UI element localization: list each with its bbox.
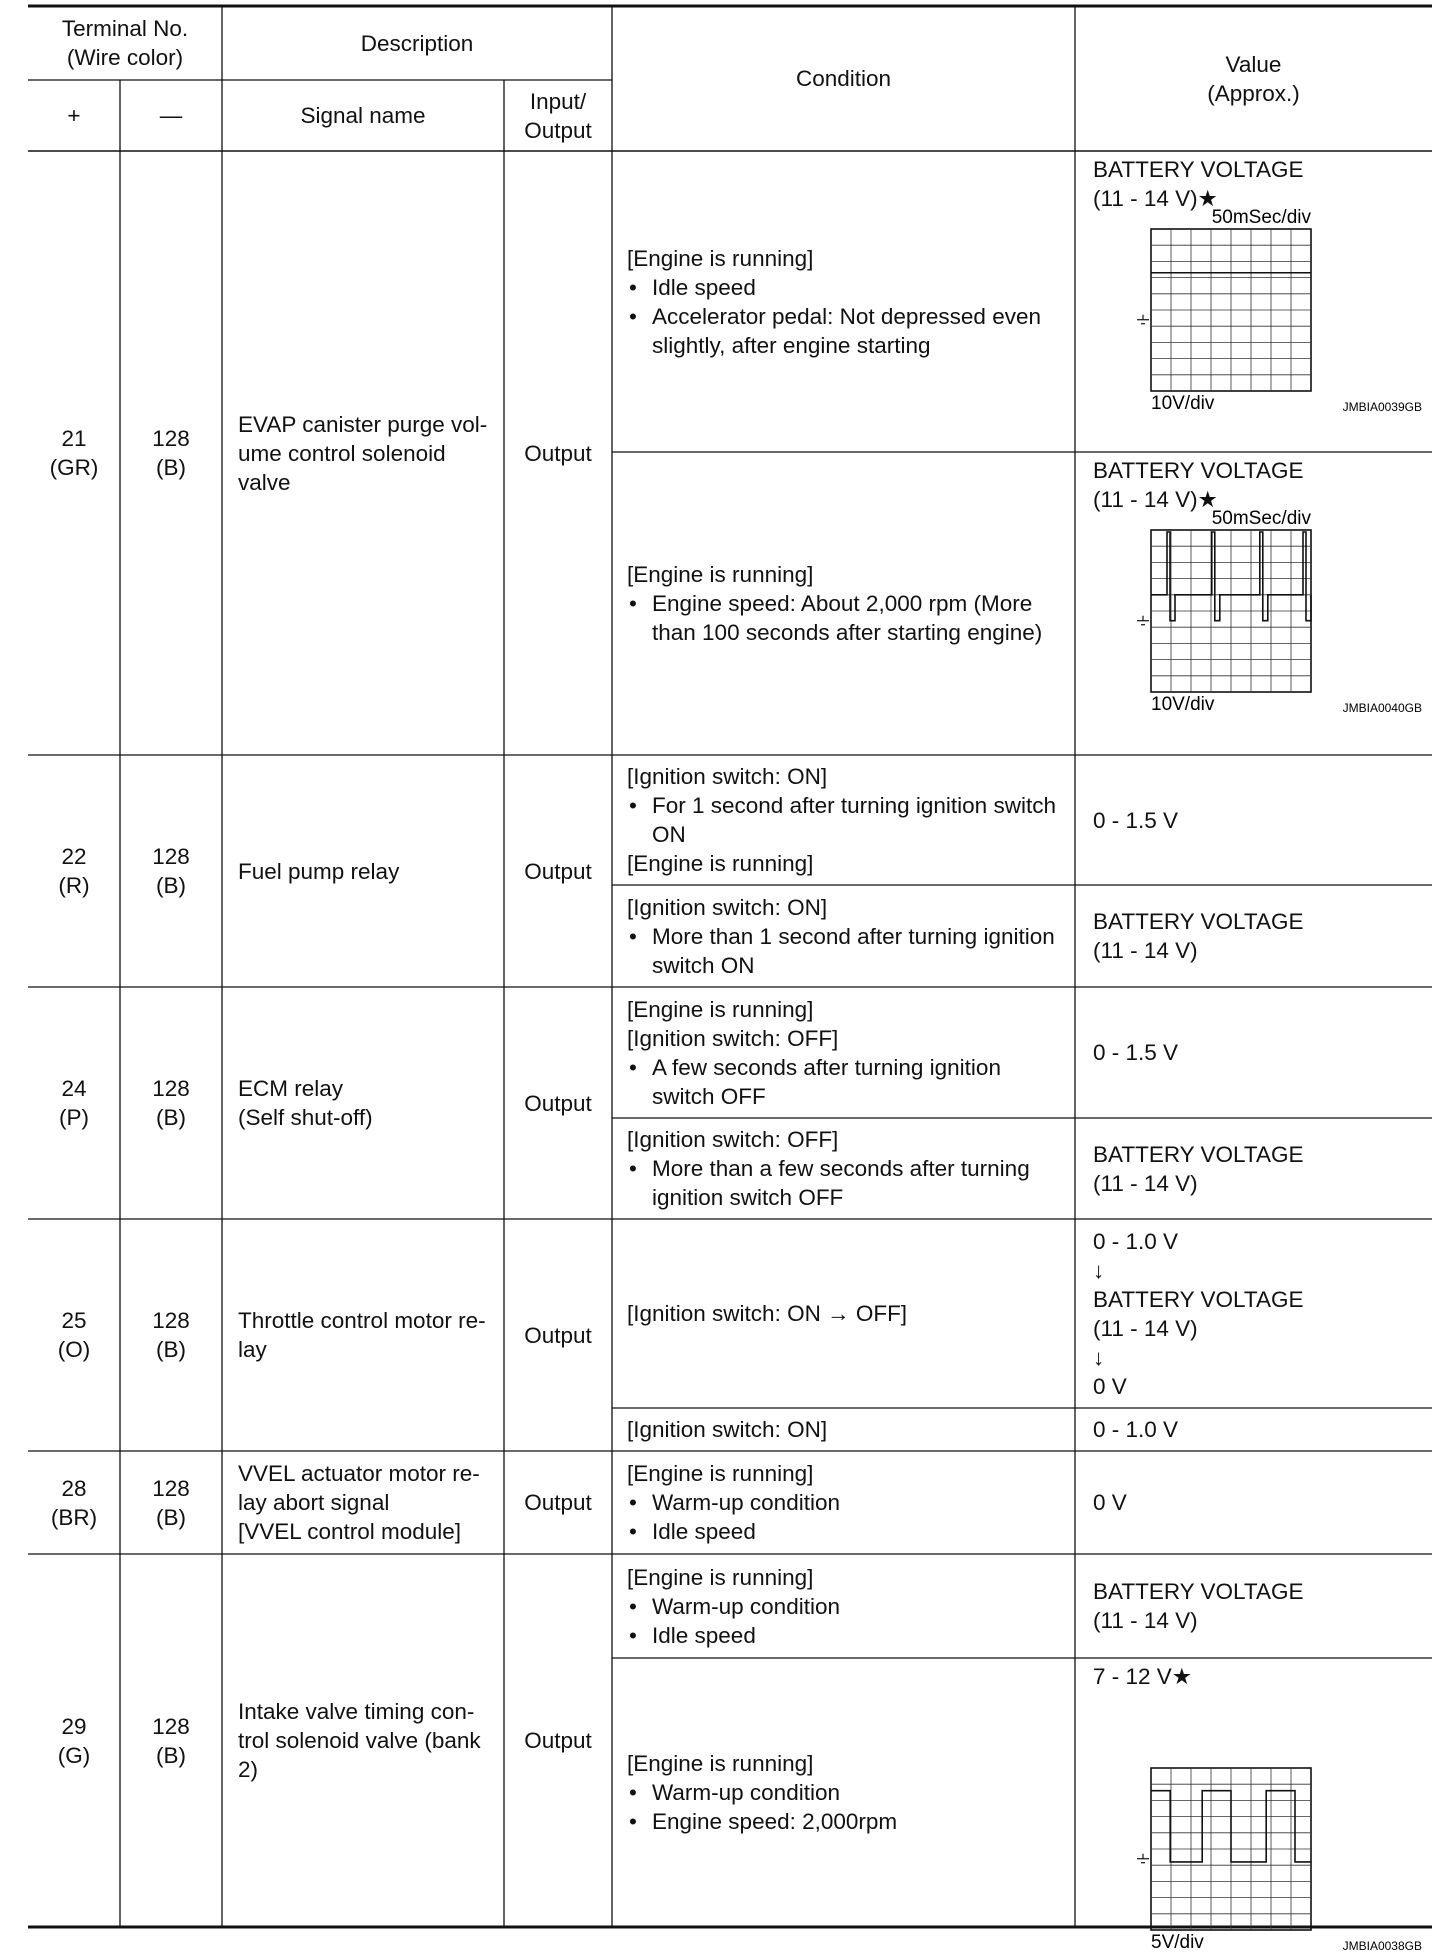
header-signal-label: Signal name [300, 103, 426, 128]
terminal-minus [120, 1074, 222, 1132]
condition-bullet [627, 302, 1068, 360]
scope-vdiv: 10V/div [1151, 393, 1215, 414]
scope-timebase: 50mSec/div [1211, 207, 1311, 228]
scope-vdiv: 10V/div [1151, 694, 1215, 715]
condition-line: [Engine is running] [627, 997, 814, 1022]
condition-bullet [627, 1807, 1068, 1836]
condition-bullets [627, 791, 1068, 849]
value-line: BATTERY VOLTAGE [1093, 458, 1304, 483]
value-line: (11 - 14 V) [1093, 1316, 1198, 1341]
signal-name-line: 2) [238, 1757, 259, 1782]
condition-bullet [627, 922, 1068, 980]
condition [627, 893, 1068, 980]
signal-name [238, 1074, 498, 1132]
io-label: Output [524, 859, 592, 884]
scope-timebase: 50mSec/div [1211, 508, 1311, 529]
condition [627, 560, 1068, 647]
condition-line: [Engine is running] [627, 1565, 814, 1590]
condition-bullets [627, 1488, 1068, 1546]
value-line: BATTERY VOLTAGE [1093, 1579, 1304, 1604]
signal-name [238, 1697, 498, 1784]
signal-name-line: lay abort signal [238, 1490, 390, 1515]
signal-name-line: EVAP canister purge vol- [238, 412, 488, 437]
header-io-line: Output [524, 118, 592, 143]
terminal-minus [120, 1306, 222, 1364]
condition-bullet-line: switch ON [652, 953, 755, 978]
terminal-minus-line: 128 [152, 844, 190, 869]
io-label: Output [524, 1490, 592, 1515]
terminal-plus [28, 1474, 120, 1532]
condition-bullet-line: • Warm-up condition [652, 1594, 840, 1619]
value [1093, 1227, 1428, 1401]
input-output [504, 857, 612, 886]
terminal-plus-line: 25 [61, 1308, 87, 1333]
value-line: BATTERY VOLTAGE [1093, 1287, 1304, 1312]
condition-line: [Engine is running] [627, 1461, 814, 1486]
signal-name-line: [VVEL control module] [238, 1519, 462, 1544]
condition-bullets [627, 1592, 1068, 1650]
terminal-plus [28, 424, 120, 482]
input-output [504, 1321, 612, 1350]
io-label: Output [524, 1323, 592, 1348]
condition-bullet [627, 1778, 1068, 1807]
condition-line: [Engine is running] [627, 851, 814, 876]
value-line: BATTERY VOLTAGE [1093, 1142, 1304, 1167]
terminal-plus-line: (O) [57, 1337, 91, 1362]
terminal-minus [120, 842, 222, 900]
oscilloscope-waveform [1081, 207, 1426, 415]
terminal-plus-line: 28 [61, 1476, 87, 1501]
condition-bullet-line: than 100 seconds after starting engine) [652, 620, 1043, 645]
header-description [222, 29, 612, 58]
header-terminal-line: (Wire color) [66, 45, 184, 70]
value-line: 0 - 1.0 V [1093, 1229, 1179, 1254]
signal-name-line: (Self shut-off) [238, 1105, 373, 1130]
condition-bullet [627, 1592, 1068, 1621]
terminal-minus-line: (B) [156, 873, 186, 898]
value-line: BATTERY VOLTAGE [1093, 909, 1304, 934]
input-output [504, 439, 612, 468]
value-line: 0 - 1.5 V [1093, 808, 1179, 833]
condition [627, 1415, 1068, 1444]
value [1093, 155, 1428, 213]
signal-name-line: valve [238, 470, 291, 495]
condition-line: [Ignition switch: OFF] [627, 1127, 839, 1152]
signal-name-line: Fuel pump relay [238, 859, 400, 884]
terminal-minus-line: (B) [156, 1105, 186, 1130]
value-line: (11 - 14 V) [1093, 938, 1198, 963]
value [1093, 1662, 1428, 1691]
terminal-plus-line: (R) [58, 873, 90, 898]
condition-line: [Ignition switch: ON] [627, 1417, 828, 1442]
condition-bullet-line: ON [652, 822, 686, 847]
input-output [504, 1089, 612, 1118]
header-terminal-no [28, 14, 222, 72]
header-value [1075, 50, 1432, 108]
condition-line: [Ignition switch: ON] [627, 895, 828, 920]
header-description-label: Description [360, 31, 474, 56]
condition-bullet-line: • For 1 second after turning ignition switch [652, 793, 1056, 818]
header-input-output [504, 87, 612, 145]
terminal-minus-line: (B) [156, 1505, 186, 1530]
terminal-minus-line: (B) [156, 1743, 186, 1768]
condition-bullet [627, 1154, 1068, 1212]
header-value-line: Value [1225, 52, 1282, 77]
terminal-plus-line: (GR) [49, 455, 99, 480]
condition-bullets [627, 922, 1068, 980]
signal-name [238, 1459, 498, 1546]
value-line: 7 - 12 V★ [1093, 1664, 1192, 1689]
condition [627, 1749, 1068, 1836]
header-value-line: (Approx.) [1207, 81, 1300, 106]
condition-bullet-line: • Idle speed [652, 1519, 756, 1544]
condition [627, 244, 1068, 360]
condition-line: [Ignition switch: ON] [627, 764, 828, 789]
signal-name [238, 857, 498, 886]
terminal-plus [28, 842, 120, 900]
figure-ref: JMBIA0038GB [1342, 1939, 1422, 1953]
terminal-minus [120, 1712, 222, 1770]
terminal-minus-line: 128 [152, 1476, 190, 1501]
condition-line: [Engine is running] [627, 562, 814, 587]
oscilloscope-waveform [1081, 1746, 1426, 1954]
value-line: 0 - 1.0 V [1093, 1417, 1179, 1442]
scope-trace [1151, 1791, 1311, 1862]
header-io-line: Input/ [529, 89, 587, 114]
condition-bullet [627, 1053, 1068, 1111]
condition [627, 762, 1068, 878]
condition-bullets [627, 273, 1068, 360]
terminal-minus [120, 424, 222, 482]
value-line: 0 V [1093, 1374, 1127, 1399]
value-line: 0 - 1.5 V [1093, 1040, 1179, 1065]
terminal-plus-line: 21 [61, 426, 87, 451]
value [1093, 806, 1428, 835]
signal-name-line: Throttle control motor re- [238, 1308, 486, 1333]
condition-bullet-line: ignition switch OFF [652, 1185, 844, 1210]
condition-bullets [627, 589, 1068, 647]
terminal-minus-line: 128 [152, 426, 190, 451]
value [1093, 1415, 1428, 1444]
value-line: (11 - 14 V)★ [1093, 186, 1218, 211]
condition [627, 995, 1068, 1111]
condition-line: [Ignition switch: ON → OFF] [627, 1301, 908, 1326]
value [1093, 907, 1428, 965]
figure-ref: JMBIA0040GB [1342, 701, 1422, 715]
header-condition [612, 64, 1075, 93]
value-line: (11 - 14 V) [1093, 1608, 1198, 1633]
terminal-plus-line: 22 [61, 844, 87, 869]
header-terminal-line: Terminal No. [61, 16, 189, 41]
io-label: Output [524, 1091, 592, 1116]
condition-bullet-line: • Accelerator pedal: Not depressed even [652, 304, 1041, 329]
terminal-plus [28, 1306, 120, 1364]
signal-name-line: lay [238, 1337, 267, 1362]
header-condition-label: Condition [795, 66, 892, 91]
condition-bullets [627, 1154, 1068, 1212]
value [1093, 456, 1428, 514]
value-line: BATTERY VOLTAGE [1093, 157, 1304, 182]
terminal-plus [28, 1074, 120, 1132]
condition-line: [Engine is running] [627, 246, 814, 271]
condition-bullet-line: switch OFF [652, 1084, 766, 1109]
value-line: 0 V [1093, 1490, 1127, 1515]
input-output [504, 1488, 612, 1517]
condition-line: [Ignition switch: OFF] [627, 1026, 839, 1051]
condition-bullet-line: • Engine speed: 2,000rpm [652, 1809, 898, 1834]
terminal-plus [28, 1712, 120, 1770]
condition-bullet-line: • More than 1 second after turning ignition [652, 924, 1055, 949]
header-signal-name [222, 101, 504, 130]
signal-name-line: ECM relay [238, 1076, 344, 1101]
terminal-minus-line: (B) [156, 1337, 186, 1362]
value [1093, 1488, 1428, 1517]
terminal-plus-line: 29 [61, 1714, 87, 1739]
condition-bullet [627, 1488, 1068, 1517]
header-minus [120, 101, 222, 130]
terminal-minus [120, 1474, 222, 1532]
condition-bullet-line: • More than a few seconds after turning [652, 1156, 1030, 1181]
condition [627, 1299, 1068, 1328]
condition [627, 1459, 1068, 1546]
header-plus [28, 101, 120, 130]
signal-name-line: VVEL actuator motor re- [238, 1461, 480, 1486]
condition-bullet-line: • Engine speed: About 2,000 rpm (More [652, 591, 1033, 616]
condition-bullet [627, 589, 1068, 647]
terminal-plus-line: (BR) [50, 1505, 98, 1530]
value-line: (11 - 14 V)★ [1093, 487, 1218, 512]
condition-bullet [627, 1621, 1068, 1650]
terminal-minus-line: 128 [152, 1714, 190, 1739]
signal-name [238, 410, 498, 497]
signal-name [238, 1306, 498, 1364]
terminal-plus-line: 24 [61, 1076, 87, 1101]
signal-name-line: trol solenoid valve (bank [238, 1728, 481, 1753]
terminal-plus-line: (G) [57, 1743, 91, 1768]
value-line: ↓ [1093, 1258, 1105, 1283]
condition [627, 1563, 1068, 1650]
condition-line: [Engine is running] [627, 1751, 814, 1776]
oscilloscope-waveform [1081, 508, 1426, 716]
value [1093, 1140, 1428, 1198]
condition-bullet-line: • A few seconds after turning ignition [652, 1055, 1001, 1080]
signal-name-line: Intake valve timing con- [238, 1699, 475, 1724]
terminal-minus-line: (B) [156, 455, 186, 480]
signal-name-line: ume control solenoid [238, 441, 446, 466]
condition-bullet-line: • Idle speed [652, 1623, 756, 1648]
condition-bullet [627, 791, 1068, 849]
header-minus-label: — [159, 103, 183, 128]
scope-vdiv: 5V/div [1151, 1932, 1204, 1953]
condition-bullets [627, 1053, 1068, 1111]
terminal-minus-line: 128 [152, 1076, 190, 1101]
condition-bullet-line: • Idle speed [652, 275, 756, 300]
condition-bullet-line: • Warm-up condition [652, 1490, 840, 1515]
value [1093, 1038, 1428, 1067]
condition-bullets [627, 1778, 1068, 1836]
condition-bullet-line: • Warm-up condition [652, 1780, 840, 1805]
condition [627, 1125, 1068, 1212]
input-output [504, 1726, 612, 1755]
condition-bullet [627, 273, 1068, 302]
terminal-plus-line: (P) [59, 1105, 89, 1130]
figure-ref: JMBIA0039GB [1342, 400, 1422, 414]
io-label: Output [524, 1728, 592, 1753]
io-label: Output [524, 441, 592, 466]
condition-bullet-line: slightly, after engine starting [652, 333, 931, 358]
header-plus-label: + [67, 103, 81, 128]
value-line: (11 - 14 V) [1093, 1171, 1198, 1196]
value [1093, 1577, 1428, 1635]
terminal-minus-line: 128 [152, 1308, 190, 1333]
value-line: ↓ [1093, 1345, 1105, 1370]
condition-bullet [627, 1517, 1068, 1546]
